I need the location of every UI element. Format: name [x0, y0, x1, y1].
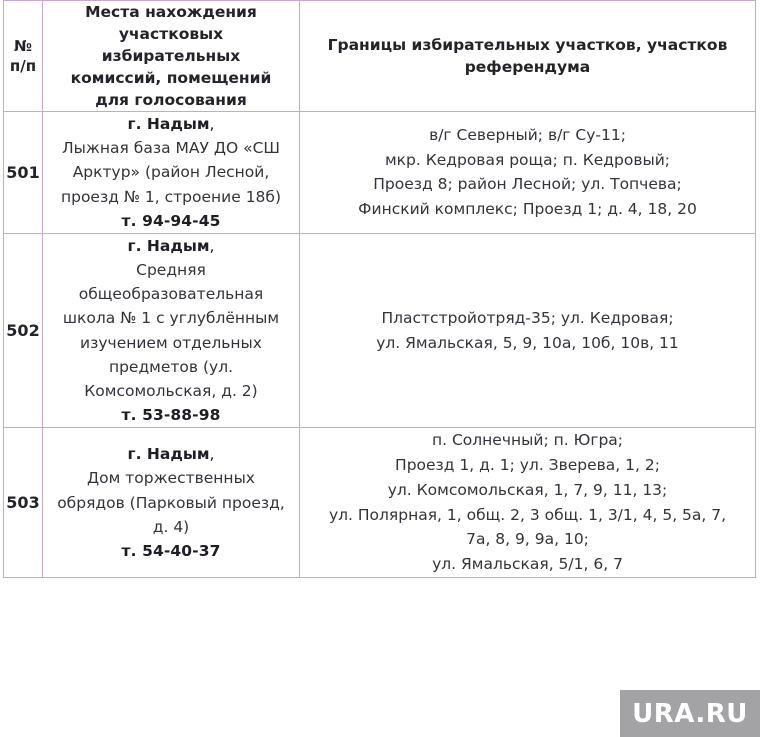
- header-number-line-1: №: [13, 36, 33, 55]
- boundary-line: п. Солнечный; п. Югра;: [431, 431, 624, 450]
- place-line: Дом торжественных: [87, 469, 255, 488]
- place-city-comma: ,: [209, 445, 215, 464]
- header-boundaries-line-1: Границы избирательных участков, участков: [327, 35, 728, 54]
- place-line: предметов (ул.: [108, 357, 234, 376]
- boundary-line: ул. Полярная, 1, общ. 2, 3 общ. 1, 3/1, 4, 5, 5а, 7,: [328, 505, 727, 524]
- place-line: д. 4): [152, 517, 190, 536]
- row-boundaries: [300, 233, 756, 427]
- header-place: [43, 1, 300, 112]
- row-number: 502: [4, 233, 43, 427]
- place-line: Средняя: [136, 261, 206, 280]
- place-line: обрядов (Парковый проезд,: [57, 493, 285, 512]
- place-city-comma: ,: [209, 115, 215, 133]
- header-boundaries-line-2: референдума: [464, 58, 591, 76]
- polling-stations-table: [3, 0, 756, 578]
- header-place-line-3: избирательных: [101, 47, 241, 65]
- header-place-line-2: участковых: [118, 25, 224, 43]
- place-line: Арктур» (район Лесной,: [72, 163, 270, 182]
- table-row: [4, 428, 756, 578]
- boundary-line: Пластстройотряд-35; ул. Кедровая;: [381, 308, 674, 327]
- table-body: [4, 112, 756, 578]
- header-place-line-5: для голосования: [95, 91, 247, 109]
- boundary-line: Проезд 8; район Лесной; ул. Топчева;: [373, 175, 682, 194]
- row-boundaries: [300, 428, 756, 578]
- header-row: [4, 1, 756, 112]
- place-city: [43, 234, 299, 258]
- watermark: [620, 690, 760, 737]
- boundary-line: Финский комплекс; Проезд 1; д. 4, 18, 20: [358, 200, 697, 219]
- table-row: [4, 233, 756, 427]
- place-city-comma: ,: [209, 236, 215, 255]
- header-place-line-1: Места нахождения: [85, 3, 257, 21]
- place-line: Лыжная база МАУ ДО «СШ: [62, 139, 280, 158]
- place-phone: т. 54-40-37: [121, 541, 221, 560]
- header-place-line-4: комиссий, помещений: [70, 69, 272, 87]
- row-number: 501: [4, 112, 43, 234]
- boundary-line: в/г Северный; в/г Су-11;: [429, 125, 626, 144]
- boundary-line: ул. Ямальская, 5, 9, 10а, 10б, 10в, 11: [376, 333, 679, 352]
- place-city-name: г. Надым: [127, 115, 210, 133]
- header-number-line-2: п/п: [9, 57, 37, 75]
- place-line: Комсомольская, д. 2): [84, 381, 258, 400]
- place-line: изучением отдельных: [80, 333, 262, 352]
- place-city-name: г. Надым: [127, 236, 210, 255]
- boundary-line: мкр. Кедровая роща; п. Кедровый;: [384, 150, 671, 169]
- row-place: [43, 112, 300, 234]
- place-line: общеобразовательная: [78, 285, 264, 304]
- place-city-name: г. Надым: [127, 445, 210, 464]
- table-row: [4, 112, 756, 234]
- boundary-line: 7а, 8, 9, 9а, 10;: [466, 530, 589, 549]
- place-city: [43, 442, 299, 466]
- row-place: [43, 233, 300, 427]
- header-boundaries: [300, 1, 756, 112]
- place-city: [43, 112, 299, 136]
- row-boundaries: [300, 112, 756, 234]
- table-header: [4, 1, 756, 112]
- row-place: [43, 428, 300, 578]
- place-phone: т. 94-94-45: [121, 211, 221, 230]
- header-number: [4, 1, 43, 112]
- boundary-line: ул. Комсомольская, 1, 7, 9, 11, 13;: [387, 480, 668, 499]
- boundary-line: ул. Ямальская, 5/1, 6, 7: [432, 555, 623, 574]
- place-line: проезд № 1, строение 18б): [60, 187, 282, 206]
- boundary-line: Проезд 1, д. 1; ул. Зверева, 1, 2;: [395, 456, 660, 475]
- place-phone: т. 53-88-98: [121, 406, 221, 425]
- watermark-label: URA.RU: [632, 698, 748, 729]
- row-number: 503: [4, 428, 43, 578]
- place-line: школа № 1 с углублённым: [62, 309, 280, 328]
